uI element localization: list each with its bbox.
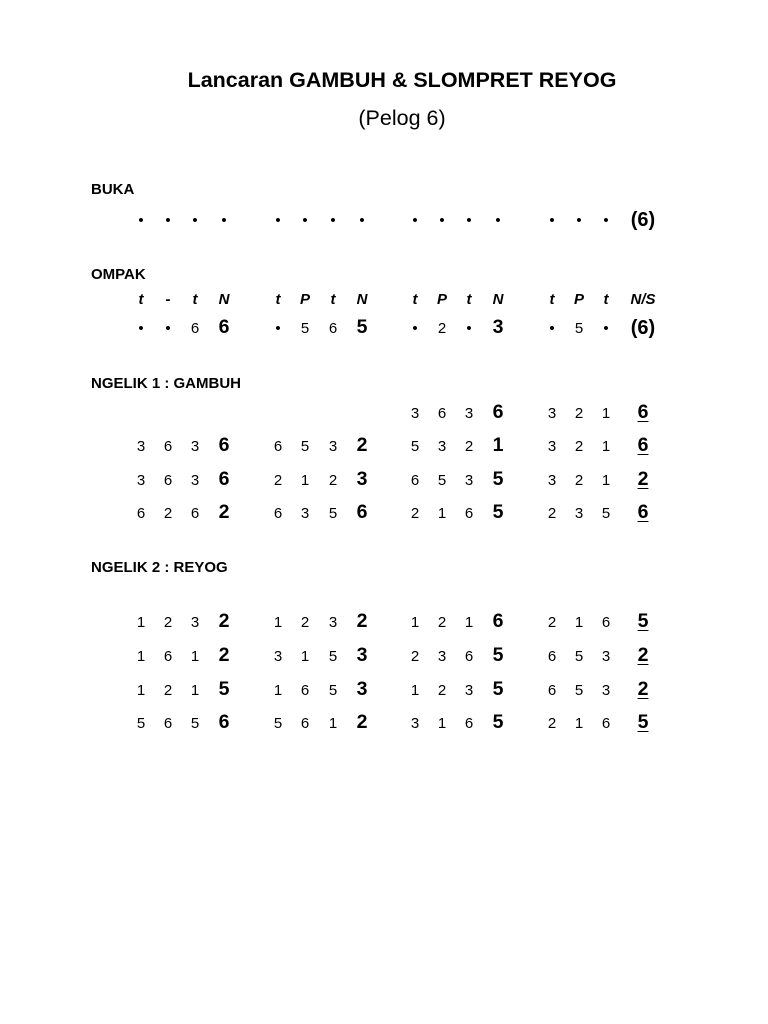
structure-marker: N xyxy=(492,290,504,308)
rest-dot: • xyxy=(576,211,582,229)
section-label-ompak: OMPAK xyxy=(91,266,146,283)
nong-note: 6 xyxy=(492,610,504,633)
note: 3 xyxy=(547,404,557,422)
notation-row-ompak xyxy=(0,314,768,342)
note: 5 xyxy=(328,504,338,522)
structure-marker: N xyxy=(356,290,368,308)
section-label-buka: BUKA xyxy=(91,181,135,198)
note: 1 xyxy=(574,613,584,631)
note: 6 xyxy=(547,647,557,665)
note: 1 xyxy=(464,613,474,631)
note: 5 xyxy=(574,319,584,337)
structure-marker: t xyxy=(466,290,472,308)
nong-note: 5 xyxy=(492,468,504,491)
gong-note: 6 xyxy=(637,401,649,424)
note: 6 xyxy=(464,647,474,665)
nong-note: 3 xyxy=(356,644,368,667)
notation-row-ngelik2 xyxy=(0,709,768,737)
note: 3 xyxy=(601,647,611,665)
note: 1 xyxy=(273,613,283,631)
note: 1 xyxy=(410,613,420,631)
note: 3 xyxy=(547,471,557,489)
note: 3 xyxy=(464,471,474,489)
nong-note: 5 xyxy=(492,711,504,734)
note: 5 xyxy=(300,319,310,337)
note: 1 xyxy=(273,681,283,699)
structure-marker: t xyxy=(603,290,609,308)
note: 1 xyxy=(601,437,611,455)
rest-dot: • xyxy=(466,211,472,229)
note: 5 xyxy=(136,714,146,732)
note: 2 xyxy=(273,471,283,489)
note: 1 xyxy=(437,714,447,732)
rest-dot: • xyxy=(439,211,445,229)
note: 2 xyxy=(547,504,557,522)
note: 3 xyxy=(190,437,200,455)
note: 3 xyxy=(136,437,146,455)
notation-row-buka xyxy=(0,206,768,234)
page-subtitle: (Pelog 6) xyxy=(358,106,446,130)
note: 3 xyxy=(273,647,283,665)
rest-dot: • xyxy=(359,211,365,229)
notation-row-ngelik1 xyxy=(0,432,768,460)
note: 2 xyxy=(410,504,420,522)
rest-dot: • xyxy=(466,319,472,337)
notation-row-ngelik2 xyxy=(0,642,768,670)
note: 6 xyxy=(464,504,474,522)
note: 2 xyxy=(300,613,310,631)
note: 6 xyxy=(190,319,200,337)
gong-note: 2 xyxy=(637,678,649,701)
rest-dot: • xyxy=(603,211,609,229)
structure-marker: N/S xyxy=(630,290,656,308)
rest-dot: • xyxy=(275,211,281,229)
notation-row-ngelik2 xyxy=(0,676,768,704)
nong-note: 5 xyxy=(218,678,230,701)
note: 6 xyxy=(163,647,173,665)
nong-note: 3 xyxy=(356,678,368,701)
nong-note: 5 xyxy=(492,501,504,524)
note: 3 xyxy=(300,504,310,522)
note: 3 xyxy=(437,437,447,455)
note: 2 xyxy=(574,437,584,455)
note: 2 xyxy=(328,471,338,489)
note: 2 xyxy=(163,504,173,522)
note: 5 xyxy=(300,437,310,455)
gong-note: 2 xyxy=(637,644,649,667)
note: 1 xyxy=(601,404,611,422)
notation-row-ngelik1 xyxy=(0,399,768,427)
rest-dot: • xyxy=(412,319,418,337)
note: 1 xyxy=(136,647,146,665)
note: 6 xyxy=(601,714,611,732)
nong-note: 3 xyxy=(492,316,504,339)
nong-note: 6 xyxy=(218,434,230,457)
rest-dot: • xyxy=(495,211,501,229)
rest-dot: • xyxy=(138,211,144,229)
note: 6 xyxy=(464,714,474,732)
rest-dot: • xyxy=(330,211,336,229)
note: 1 xyxy=(410,681,420,699)
structure-marker: t xyxy=(275,290,281,308)
note: 3 xyxy=(547,437,557,455)
gong-note: 2 xyxy=(637,468,649,491)
note: 1 xyxy=(190,681,200,699)
note: 1 xyxy=(300,647,310,665)
rest-dot: • xyxy=(165,319,171,337)
note: 3 xyxy=(190,471,200,489)
nong-note: 5 xyxy=(492,644,504,667)
note: 3 xyxy=(136,471,146,489)
note: 6 xyxy=(163,714,173,732)
section-label-ngelik2: NGELIK 2 : REYOG xyxy=(91,559,228,576)
note: 6 xyxy=(273,437,283,455)
note: 5 xyxy=(328,647,338,665)
note: 3 xyxy=(574,504,584,522)
rest-dot: • xyxy=(275,319,281,337)
nong-note: 2 xyxy=(218,610,230,633)
section-label-ngelik1: NGELIK 1 : GAMBUH xyxy=(91,375,241,392)
note: 1 xyxy=(190,647,200,665)
nong-note: 6 xyxy=(218,316,230,339)
note: 6 xyxy=(410,471,420,489)
gong-note: 6 xyxy=(637,501,649,524)
gong-note: 5 xyxy=(637,711,649,734)
rest-dot: • xyxy=(138,319,144,337)
note: 3 xyxy=(601,681,611,699)
nong-note: 2 xyxy=(218,644,230,667)
gong-note: (6) xyxy=(630,209,656,231)
note: 2 xyxy=(437,681,447,699)
note: 2 xyxy=(163,681,173,699)
nong-note: 2 xyxy=(218,501,230,524)
note: 5 xyxy=(437,471,447,489)
note: 1 xyxy=(136,681,146,699)
note: 2 xyxy=(163,613,173,631)
nong-note: 1 xyxy=(492,434,504,457)
gong-note: 5 xyxy=(637,610,649,633)
structure-marker: t xyxy=(330,290,336,308)
note: 3 xyxy=(410,714,420,732)
note: 2 xyxy=(437,319,447,337)
note: 6 xyxy=(190,504,200,522)
nong-note: 6 xyxy=(218,711,230,734)
rest-dot: • xyxy=(603,319,609,337)
note: 6 xyxy=(601,613,611,631)
structure-marker: P xyxy=(573,290,584,308)
rest-dot: • xyxy=(549,211,555,229)
nong-note: 3 xyxy=(356,468,368,491)
structure-marker: P xyxy=(299,290,310,308)
note: 6 xyxy=(300,714,310,732)
notation-row-ngelik1 xyxy=(0,499,768,527)
gong-note: 6 xyxy=(637,434,649,457)
note: 1 xyxy=(328,714,338,732)
structure-marker: t xyxy=(138,290,144,308)
note: 6 xyxy=(547,681,557,699)
nong-note: 6 xyxy=(356,501,368,524)
structure-marker: t xyxy=(192,290,198,308)
note: 3 xyxy=(328,437,338,455)
note: 5 xyxy=(574,681,584,699)
note: 5 xyxy=(190,714,200,732)
structure-marker: - xyxy=(165,290,171,308)
note: 2 xyxy=(410,647,420,665)
structure-marker: t xyxy=(412,290,418,308)
nong-note: 5 xyxy=(356,316,368,339)
note: 1 xyxy=(136,613,146,631)
note: 1 xyxy=(574,714,584,732)
note: 1 xyxy=(601,471,611,489)
note: 6 xyxy=(163,471,173,489)
note: 3 xyxy=(464,681,474,699)
note: 5 xyxy=(328,681,338,699)
notation-row-ngelik2 xyxy=(0,608,768,636)
page-title: Lancaran GAMBUH & SLOMPRET REYOG xyxy=(187,68,617,92)
note: 6 xyxy=(300,681,310,699)
note: 5 xyxy=(273,714,283,732)
rest-dot: • xyxy=(165,211,171,229)
structure-row-ompak xyxy=(0,285,768,313)
nong-note: 2 xyxy=(356,434,368,457)
note: 3 xyxy=(437,647,447,665)
rest-dot: • xyxy=(412,211,418,229)
note: 5 xyxy=(574,647,584,665)
rest-dot: • xyxy=(549,319,555,337)
notation-row-ngelik1 xyxy=(0,466,768,494)
note: 2 xyxy=(547,714,557,732)
note: 5 xyxy=(410,437,420,455)
note: 6 xyxy=(437,404,447,422)
rest-dot: • xyxy=(192,211,198,229)
note: 1 xyxy=(300,471,310,489)
note: 6 xyxy=(328,319,338,337)
note: 5 xyxy=(601,504,611,522)
structure-marker: t xyxy=(549,290,555,308)
note: 3 xyxy=(190,613,200,631)
note: 2 xyxy=(437,613,447,631)
note: 6 xyxy=(136,504,146,522)
note: 6 xyxy=(163,437,173,455)
gong-note: (6) xyxy=(630,317,656,339)
note: 3 xyxy=(464,404,474,422)
nong-note: 2 xyxy=(356,711,368,734)
note: 2 xyxy=(574,404,584,422)
nong-note: 6 xyxy=(492,401,504,424)
note: 6 xyxy=(273,504,283,522)
note: 3 xyxy=(410,404,420,422)
note: 3 xyxy=(328,613,338,631)
nong-note: 6 xyxy=(218,468,230,491)
note: 2 xyxy=(464,437,474,455)
rest-dot: • xyxy=(302,211,308,229)
note: 2 xyxy=(574,471,584,489)
nong-note: 2 xyxy=(356,610,368,633)
structure-marker: N xyxy=(218,290,230,308)
structure-marker: P xyxy=(436,290,447,308)
rest-dot: • xyxy=(221,211,227,229)
note: 1 xyxy=(437,504,447,522)
note: 2 xyxy=(547,613,557,631)
nong-note: 5 xyxy=(492,678,504,701)
